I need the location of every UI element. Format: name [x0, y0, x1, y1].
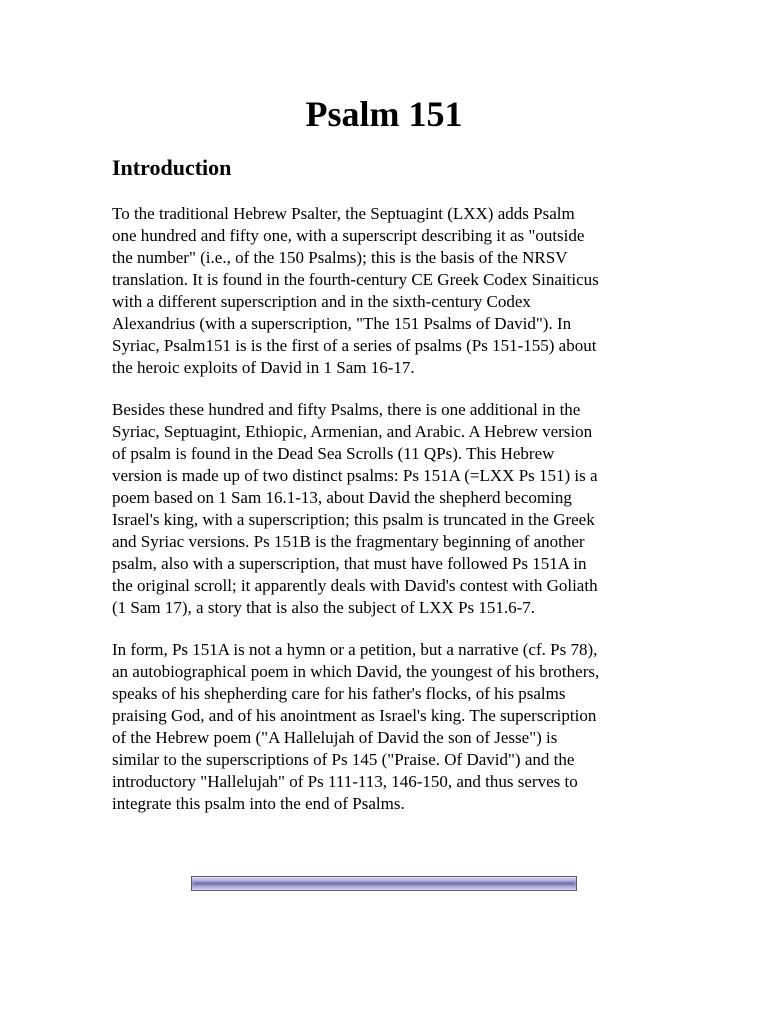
divider-bar-inner — [194, 882, 574, 885]
text-line: speaks of his shepherding care for his father's flocks, of his psalms — [112, 684, 566, 703]
text-line: translation. It is found in the fourth-century CE Greek Codex Sinaiticus — [112, 270, 599, 289]
text-line: the number" (i.e., of the 150 Psalms); this is the basis of the NRSV — [112, 248, 568, 267]
text-line: of psalm is found in the Dead Sea Scrolls (11 QPs). This Hebrew — [112, 444, 555, 463]
text-line: similar to the superscriptions of Ps 145 ("Praise. Of David") and the — [112, 750, 575, 769]
text-line: one hundred and fifty one, with a superscript describing it as "outside — [112, 226, 585, 245]
page-title: Psalm 151 — [305, 94, 463, 134]
paragraph-3 — [112, 639, 664, 815]
text-line: Syriac, Septuagint, Ethiopic, Armenian, and Arabic. A Hebrew version — [112, 422, 593, 441]
text-line: Alexandrius (with a superscription, "The 151 Psalms of David"). In — [112, 314, 572, 333]
text-line: Besides these hundred and fifty Psalms, there is one additional in the — [112, 400, 581, 419]
text-line: the original scroll; it apparently deals with David's contest with Goliath — [112, 576, 598, 595]
paragraph-1 — [112, 203, 664, 379]
text-line: psalm, also with a superscription, that must have followed Ps 151A in — [112, 554, 587, 573]
text-line: an autobiographical poem in which David, the youngest of his brothers, — [112, 662, 600, 681]
text-line: To the traditional Hebrew Psalter, the Septuagint (LXX) adds Psalm — [112, 204, 575, 223]
text-line: praising God, and of his anointment as Israel's king. The superscription — [112, 706, 597, 725]
text-line: integrate this psalm into the end of Psalms. — [112, 794, 405, 813]
paragraph-2 — [112, 399, 664, 619]
text-line: (1 Sam 17), a story that is also the subject of LXX Ps 151.6-7. — [112, 598, 536, 617]
text-line: introductory "Hallelujah" of Ps 111-113, 146-150, and thus serves to — [112, 772, 578, 791]
text-line: version is made up of two distinct psalms: Ps 151A (=LXX Ps 151) is a — [112, 466, 598, 485]
text-line: Israel's king, with a superscription; this psalm is truncated in the Greek — [112, 510, 595, 529]
text-line: poem based on 1 Sam 16.1-13, about David the shepherd becoming — [112, 488, 572, 507]
text-line: and Syriac versions. Ps 151B is the fragmentary beginning of another — [112, 532, 585, 551]
text-line: In form, Ps 151A is not a hymn or a petition, but a narrative (cf. Ps 78), — [112, 640, 598, 659]
text-line: of the Hebrew poem ("A Hallelujah of David the son of Jesse") is — [112, 728, 558, 747]
text-line: the heroic exploits of David in 1 Sam 16-17. — [112, 358, 415, 377]
section-heading-introduction: Introduction — [112, 155, 232, 180]
text-line: with a different superscription and in the sixth-century Codex — [112, 292, 531, 311]
decorative-divider-bar — [191, 876, 577, 891]
text-line: Syriac, Psalm151 is is the first of a series of psalms (Ps 151-155) about — [112, 336, 597, 355]
introduction-body — [112, 203, 664, 835]
